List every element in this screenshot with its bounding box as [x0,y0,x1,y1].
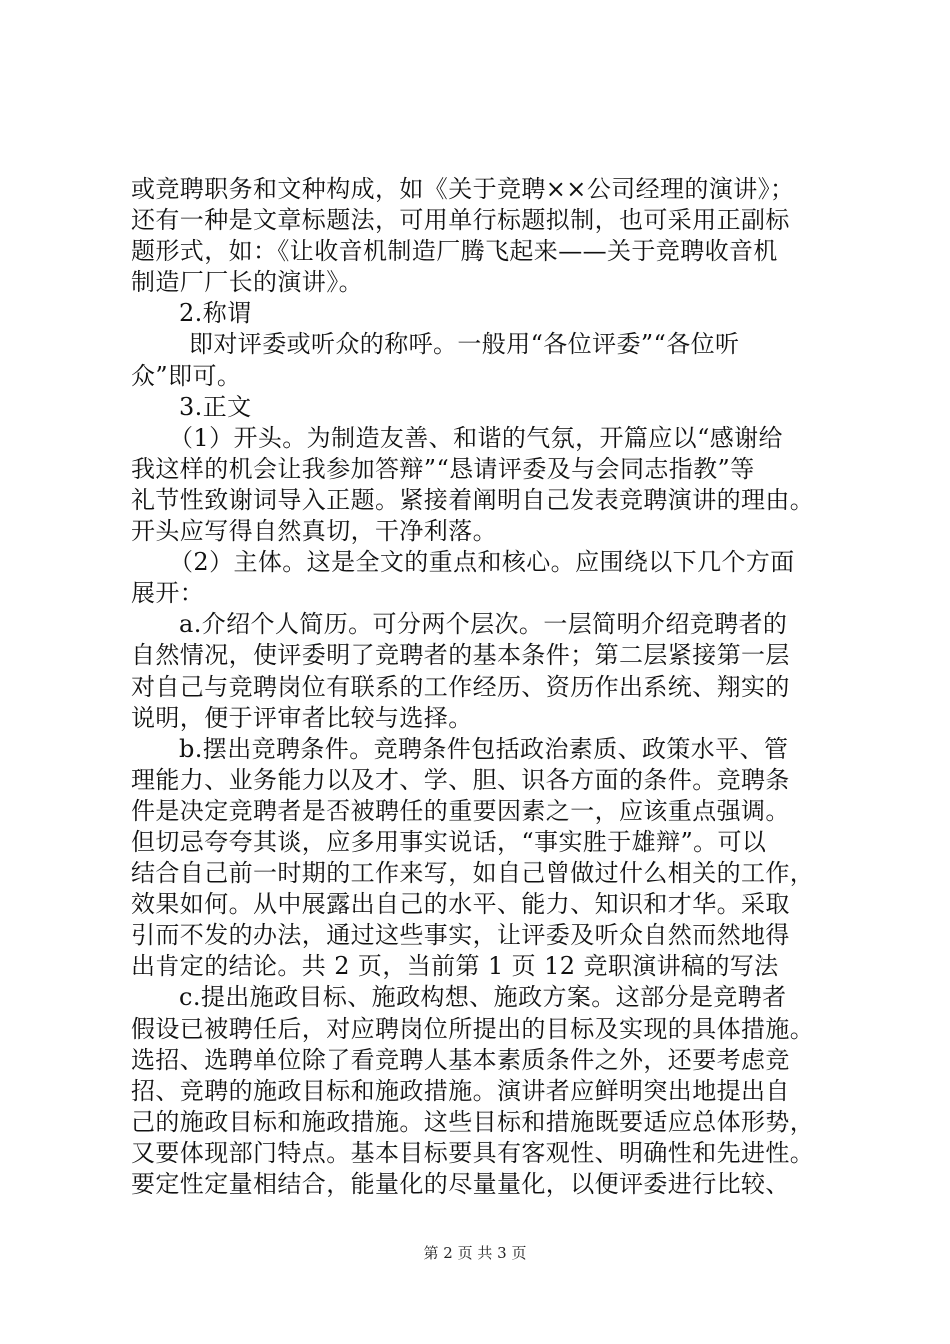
text-line: 效果如何。从中展露出自己的水平、能力、知识和才华。采取 [131,890,790,919]
section-heading: 2.称谓 [179,299,252,328]
text-line: a.介绍个人简历。可分两个层次。一层简明介绍竞聘者的 [179,610,788,639]
document-body [131,174,831,1200]
text-line: 即对评委或听众的称呼。一般用“各位评委”“各位听 [189,330,740,359]
text-line: 引而不发的办法，通过这些事实，让评委及听众自然而然地得 [131,921,790,950]
text-line: 我这样的机会让我参加答辩”“恳请评委及与会同志指教”等 [131,454,755,483]
page-footer [0,1242,950,1263]
text-line: （1）开头。为制造友善、和谐的气氛，开篇应以“感谢给 [169,423,783,452]
text-line: 题形式，如：《让收音机制造厂腾飞起来——关于竞聘收音机 [131,237,778,266]
text-line: 展开： [131,579,205,608]
text-line: 礼节性致谢词导入正题。紧接着阐明自己发表竞聘演讲的理由。 [131,485,815,514]
text-line: 要定性定量相结合，能量化的尽量量化，以便评委进行比较、 [131,1170,790,1198]
text-line: 招、竞聘的施政目标和施政措施。演讲者应鲜明突出地提出自 [131,1076,790,1105]
text-line: c.提出施政目标、施政构想、施政方案。这部分是竞聘者 [179,983,787,1012]
text-line: 开头应写得自然真切，干净利落。 [131,517,497,546]
text-line: 自然情况，使评委明了竞聘者的基本条件；第二层紧接第一层 [131,641,790,670]
page-number-label: 第 2 页 共 3 页 [423,1244,527,1262]
text-line: （2）主体。这是全文的重点和核心。应围绕以下几个方面 [169,548,795,577]
text-line: b.摆出竞聘条件。竞聘条件包括政治素质、政策水平、管 [179,734,789,763]
text-line: 理能力、业务能力以及才、学、胆、识各方面的条件。竞聘条 [131,765,790,794]
text-line: 假设已被聘任后，对应聘岗位所提出的目标及实现的具体措施。 [131,1014,815,1043]
text-line: 制造厂厂长的演讲》。 [131,268,363,297]
text-line: 又要体现部门特点。基本目标要具有客观性、明确性和先进性。 [131,1138,815,1167]
text-line: 己的施政目标和施政措施。这些目标和措施既要适应总体形势， [131,1107,815,1136]
text-line: 还有一种是文章标题法，可用单行标题拟制，也可采用正副标 [131,206,790,235]
text-line: 出肯定的结论。共 2 页，当前第 1 页 12 竞职演讲稿的写法 [131,952,779,981]
section-heading: 3.正文 [179,392,252,421]
text-line: 对自己与竞聘岗位有联系的工作经历、资历作出系统、翔实的 [131,672,790,701]
text-line: 选招、选聘单位除了看竞聘人基本素质条件之外，还要考虑竞 [131,1045,790,1074]
text-line: 但切忌夸夸其谈，应多用事实说话，“事实胜于雄辩”。可以 [131,827,767,856]
text-line: 结合自己前一时期的工作来写，如自己曾做过什么相关的工作， [131,859,815,888]
text-line: 件是决定竞聘者是否被聘任的重要因素之一，应该重点强调。 [131,796,790,825]
text-line: 众”即可。 [131,361,242,390]
text-line: 说明，便于评审者比较与选择。 [131,703,473,732]
text-line: 或竞聘职务和文种构成，如《关于竞聘××公司经理的演讲》； [131,175,795,203]
